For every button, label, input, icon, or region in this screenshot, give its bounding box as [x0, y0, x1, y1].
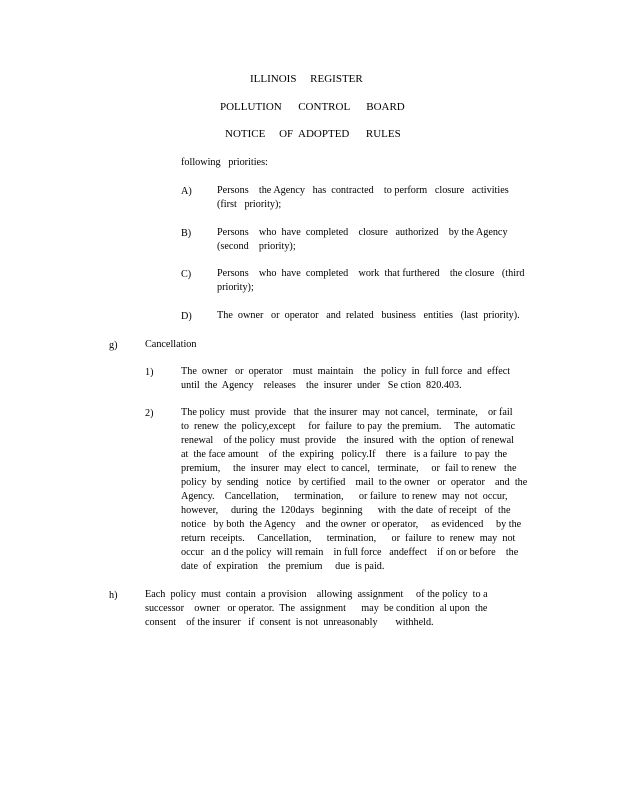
section-h-line: Each policy must contain a provision allowing assignment of the policy to a — [145, 589, 488, 600]
priority-label: C) — [181, 269, 192, 280]
item-2-line: at the face amount of the expiring policy.If there is a failure to pay the — [181, 449, 508, 460]
priority-label: D) — [181, 311, 192, 322]
section-g-label: g) — [109, 340, 118, 351]
section-g-title: Cancellation — [145, 339, 197, 350]
item-2-line: notice by both the Agency and the owner or operator, as evidenced by the — [181, 519, 522, 530]
notice-title: NOTICE OF ADOPTED RULES — [225, 128, 401, 140]
item-2-line: policy by sending notice by certified mail to the owner or operator and the — [181, 477, 528, 488]
priority-text: Persons who have completed closure authorized by the Agency — [217, 227, 508, 238]
board-title: POLLUTION CONTROL BOARD — [220, 101, 405, 113]
item-2-label: 2) — [145, 408, 154, 419]
item-2-line: The policy must provide that the insurer may not cancel, terminate, or fail — [181, 407, 513, 418]
item-2-line: to renew the policy,except for failure to pay the premium. The automatic — [181, 421, 516, 432]
section-h-label: h) — [109, 590, 118, 601]
item-1-line: The owner or operator must maintain the policy in full force and effect — [181, 366, 511, 377]
item-1-line: until the Agency releases the insurer under Se ction 820.403. — [181, 380, 462, 391]
priority-text: Persons the Agency has contracted to perform closure activities — [217, 185, 509, 196]
register-title: ILLINOIS REGISTER — [250, 73, 363, 85]
item-2-line: however, during the 120days beginning with the date of receipt of the — [181, 505, 511, 516]
priority-text: The owner or operator and related business entities (last priority). — [217, 310, 520, 321]
section-h-line: successor owner or operator. The assignment may be condition al upon the — [145, 603, 488, 614]
priority-label: B) — [181, 228, 192, 239]
item-2-line: date of expiration the premium due is paid. — [181, 561, 385, 572]
priority-label: A) — [181, 186, 192, 197]
priority-text: priority); — [217, 282, 254, 293]
item-2-line: renewal of the policy must provide the insured with the option of renewal — [181, 435, 514, 446]
intro-text: following priorities: — [181, 157, 268, 168]
item-2-line: premium, the insurer may elect to cancel, terminate, or fail to renew the — [181, 463, 517, 474]
item-2-line: return receipts. Cancellation, termination, or failure to renew may not — [181, 533, 516, 544]
item-2-line: occur an d the policy will remain in full force andeffect if on or before the — [181, 547, 519, 558]
priority-text: (first priority); — [217, 199, 282, 210]
section-h-line: consent of the insurer if consent is not unreasonably withheld. — [145, 617, 434, 628]
item-1-label: 1) — [145, 367, 154, 378]
priority-text: (second priority); — [217, 241, 296, 252]
item-2-line: Agency. Cancellation, termination, or failure to renew may not occur, — [181, 491, 508, 502]
priority-text: Persons who have completed work that furthered the closure (third — [217, 268, 525, 279]
